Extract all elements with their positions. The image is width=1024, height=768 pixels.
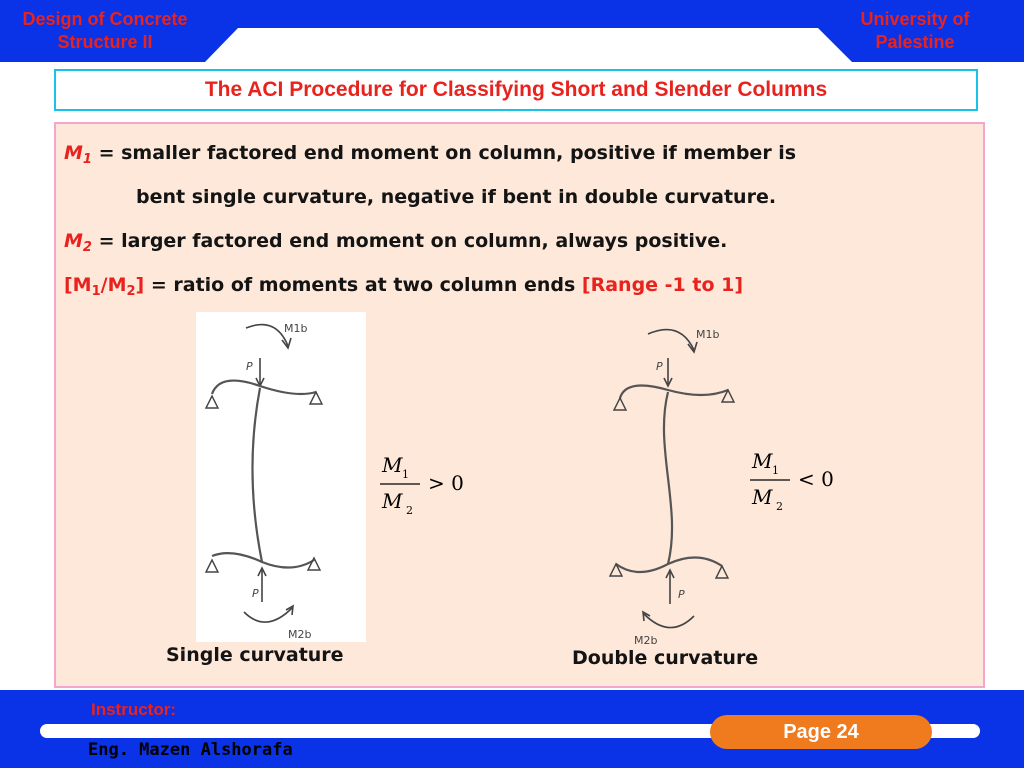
svg-text:M: M <box>382 489 403 513</box>
double-curvature-caption: Double curvature <box>572 647 759 669</box>
svg-text:2: 2 <box>776 500 783 513</box>
support-icon <box>614 398 626 410</box>
course-title: Design of Concrete Structure II <box>22 9 188 52</box>
moment-arrow-icon <box>644 614 694 628</box>
svg-text:2: 2 <box>406 504 413 517</box>
single-formula <box>374 450 484 520</box>
ratio-definition: $[M_1/M_2]$ = ratio of moments at two column ends [Range -1 to 1] <box>64 274 744 299</box>
svg-text:M: M <box>752 449 773 473</box>
svg-text:M: M <box>382 453 403 477</box>
moment-arrow-icon <box>648 330 694 350</box>
svg-text:M: M <box>752 485 773 509</box>
instructor-label: Instructor: <box>91 700 176 719</box>
instructor-name: Eng. Mazen Alshorafa <box>88 740 293 760</box>
bottom-moment-label: M2b <box>634 634 658 647</box>
university-name: University of Palestine <box>860 9 970 52</box>
support-icon <box>716 566 728 578</box>
svg-text:< 0: < 0 <box>798 467 834 491</box>
content-panel <box>54 122 985 688</box>
single-curvature-caption: Single curvature <box>166 644 344 666</box>
column-line <box>664 392 672 564</box>
top-moment-label: M1b <box>696 328 720 341</box>
top-moment-label: M1b <box>284 322 308 335</box>
svg-text:1: 1 <box>402 468 409 481</box>
top-load-label: P <box>246 360 253 373</box>
top-load-label: P <box>656 360 663 373</box>
svg-text:1: 1 <box>772 464 779 477</box>
bottom-load-label: P <box>252 587 259 600</box>
m2-definition: $M_2$ = larger factored end moment on column, always positive. <box>64 230 728 255</box>
double-formula <box>744 446 854 516</box>
bottom-moment-label: M2b <box>288 628 312 641</box>
page-number-badge: Page 24 <box>710 715 932 749</box>
bottom-load-label: P <box>678 588 685 601</box>
slide-title-box <box>54 69 978 111</box>
slide-title: The ACI Procedure for Classifying Short and Slender Columns <box>204 78 828 101</box>
m1-definition-line2: bent single curvature, negative if bent in double curvature. <box>136 186 777 208</box>
svg-text:> 0: > 0 <box>428 471 464 495</box>
m1-definition-line1: $M_1$ = smaller factored end moment on column, positive if member is <box>64 142 797 167</box>
